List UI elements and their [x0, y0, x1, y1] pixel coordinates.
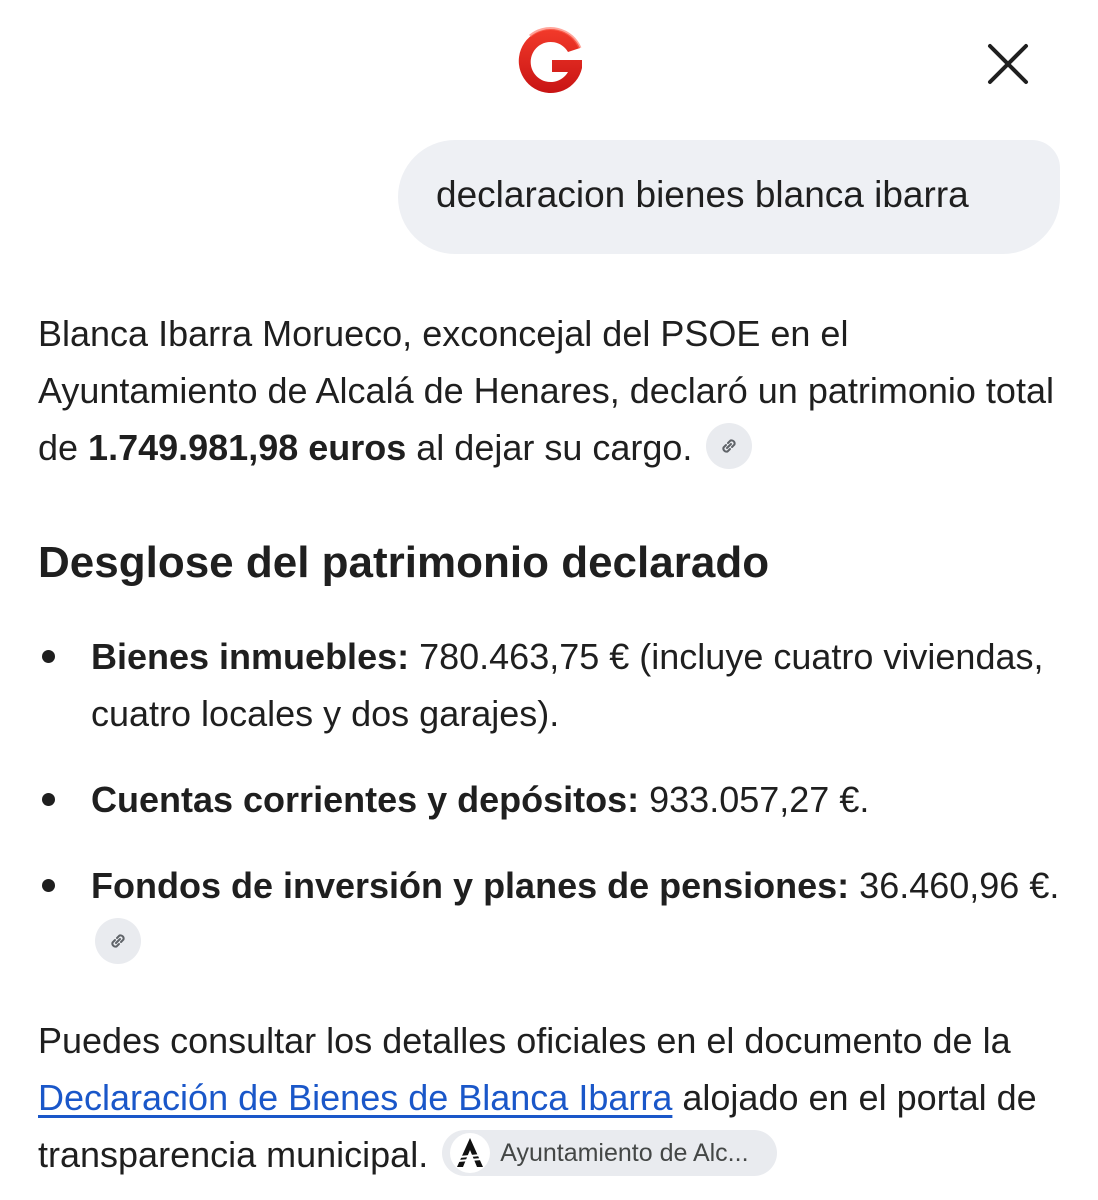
intro-total-amount: 1.749.981,98 euros — [88, 427, 407, 468]
list-item — [38, 771, 1068, 828]
list-item-label: Bienes inmuebles: — [91, 636, 410, 677]
closing-text: Puedes consultar los detalles oficiales en el documento de la — [38, 1020, 1011, 1061]
list-item — [38, 628, 1068, 742]
intro-paragraph — [38, 305, 1068, 476]
g-logo-icon — [510, 26, 588, 102]
link-icon — [717, 434, 741, 458]
list-item-text: 36.460,96 €. — [849, 865, 1060, 906]
intro-text: Blanca Ibarra Morueco, exconcejal del PSOE en el Ayuntamiento de Alcalá de Henares, declaró un patrimonio total de — [38, 313, 1054, 468]
list-item-label: Cuentas corrientes y depósitos: — [91, 779, 640, 820]
bullet-icon — [42, 793, 55, 806]
citation-link-button[interactable] — [706, 423, 752, 469]
list-item-label: Fondos de inversión y planes de pensiones: — [91, 865, 850, 906]
list-item — [38, 857, 1068, 971]
list-item-text: 780.463,75 € (incluye cuatro viviendas, cuatro locales y dos garajes). — [91, 636, 1044, 734]
query-text: declaracion bienes blanca ibarra — [436, 174, 969, 215]
bullet-icon — [42, 650, 55, 663]
source-chip-label: Ayuntamiento de Alc... — [500, 1138, 749, 1167]
citation-link-button[interactable] — [95, 918, 141, 964]
source-chip[interactable] — [442, 1130, 776, 1176]
intro-text-end: al dejar su cargo. — [406, 427, 693, 468]
section-heading: Desglose del patrimonio declarado — [38, 538, 770, 587]
query-bubble — [398, 140, 1060, 254]
close-icon[interactable] — [982, 38, 1034, 90]
ayuntamiento-favicon-icon — [450, 1133, 490, 1173]
bullet-icon — [42, 879, 55, 892]
list-item-text: 933.057,27 €. — [639, 779, 870, 820]
closing-paragraph — [38, 1012, 1068, 1183]
closing-text-end: alojado en el portal de transparencia municipal. — [38, 1077, 1037, 1175]
declaration-link[interactable]: Declaración de Bienes de Blanca Ibarra — [38, 1077, 673, 1118]
link-icon — [106, 929, 130, 953]
breakdown-list — [38, 628, 1068, 971]
